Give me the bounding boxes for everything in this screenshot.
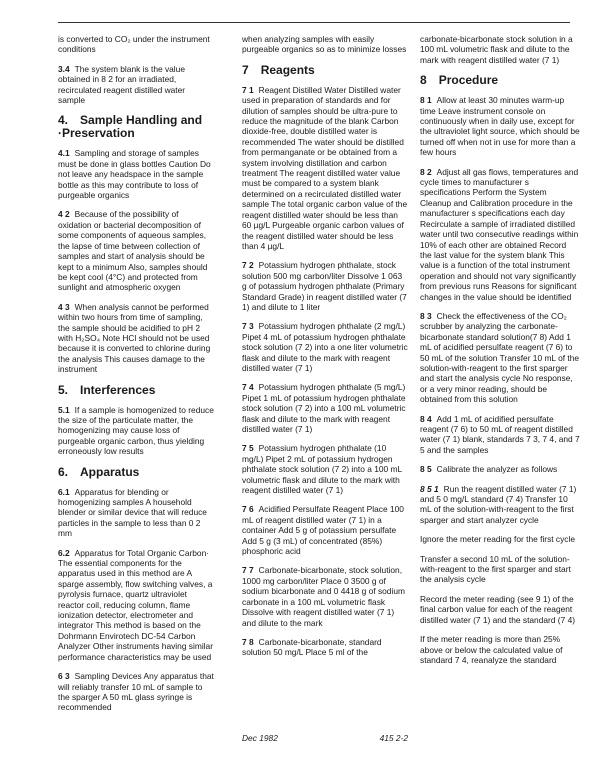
paragraph-text: Potassium hydrogen phthalate (2 mg/L) Pipet 4 mL of potassium hydrogen phthalate stock solution (7 2) into a one liter volumetric flask and dilute to the mark with reagent distilled water (7 1): [242, 321, 408, 373]
paragraph: [58, 548, 214, 662]
paragraph: [242, 34, 408, 55]
paragraph: [242, 260, 408, 312]
paragraph-number: 7 4: [242, 382, 254, 393]
paragraph-text: when analyzing samples with easily purgeable organics so as to minimize losses: [242, 34, 407, 55]
paragraph-number: 8 3: [420, 310, 432, 321]
section-heading: [58, 466, 214, 479]
column-3: [420, 34, 580, 674]
paragraph-text: Acidified Persulfate Reagent Place 100 mL of reagent distilled water (7 1) in a container Add 5 g of potassium persulfate Add 5 g (3 mL) of concentrated (85%) phosphoric acid: [242, 504, 404, 557]
paragraph: [420, 414, 580, 456]
paragraph-text: If a sample is homogenized to reduce the size of the particulate matter, the homogenizing may cause loss of purgeable organic carbon, thus yielding erroneously low results: [58, 404, 214, 457]
section-title: Procedure: [438, 73, 499, 88]
section-number: 5.: [58, 382, 69, 397]
paragraph-text: Adjust all gas flows, temperatures and cycle times to manufacturer s specifications Perform the System Cleanup and Calibration procedure in the manufacturer s specifications each day Recirculate a sample of irradiated distilled water until two consecutive readings within 10% of each other are obtained Record the last value for the system blank This value is a function of the total instrument operation and should not vary significantly from previous runs Reasons for significant changes in the value should be identified: [420, 166, 579, 302]
column-2: [242, 34, 408, 667]
paragraph-number: 4 3: [58, 301, 70, 312]
paragraph-text: Record the meter reading (see 9 1) of the final carbon value for each of the reagent distilled water (7 1) and the standard (7 4): [420, 593, 576, 625]
paragraph-number: 4.1: [58, 148, 70, 159]
footer-date: Dec 1982: [242, 733, 278, 743]
paragraph-number: 5.1: [58, 404, 70, 415]
paragraph: [242, 321, 408, 373]
paragraph-text: Run the reagent distilled water (7 1) and 5 0 mg/L standard (7 4) Transfer 10 mL of the solution-with-reagent to the first sparger and start analyzer cycle: [420, 483, 577, 525]
section-heading: [242, 64, 408, 77]
paragraph-text: Potassium hydrogen phthalate (10 mg/L) Pipet 2 mL of potassium hydrogen phthalate stock solution (7 2) into a 100 mL volumetric flask and dilute to the mark with reagent distilled water (7 1): [242, 443, 402, 496]
paragraph-text: carbonate-bicarbonate stock solution in a 100 mL volumetric flask and dilute to the mark with reagent distilled water (7 1): [420, 34, 573, 65]
paragraph: [242, 382, 408, 434]
paragraph: [58, 64, 214, 106]
paragraph: [58, 671, 214, 713]
section-number: 8: [420, 73, 427, 88]
paragraph: [58, 487, 214, 539]
paragraph: [242, 565, 408, 627]
paragraph: [242, 637, 408, 658]
paragraph-number: 8 1: [420, 95, 432, 106]
paragraph-text: Carbonate-bicarbonate, standard solution 50 mg/L Place 5 ml of the: [242, 636, 382, 658]
section-number: 6.: [58, 464, 69, 479]
paragraph: [420, 594, 580, 625]
paragraph-text: Transfer a second 10 mL of the solution-with-reagent to the first sparger and start the analysis cycle: [420, 553, 571, 585]
paragraph: [420, 534, 580, 544]
column-1: [58, 34, 214, 722]
paragraph-number: 6.1: [58, 486, 70, 497]
paragraph: [242, 85, 408, 252]
paragraph: [58, 405, 214, 457]
paragraph: [420, 167, 580, 302]
paragraph-text: is converted to CO₂ under the instrument conditions: [58, 34, 210, 55]
paragraph: [242, 443, 408, 495]
paragraph-number: 8 4: [420, 413, 432, 424]
paragraph-number: 7 7: [242, 565, 254, 576]
paragraph-number: 7 1: [242, 84, 254, 95]
paragraph-number: 8 5 1: [420, 483, 439, 494]
paragraph-number: 6 3: [58, 671, 70, 682]
paragraph-number: 8 5: [420, 464, 432, 475]
paragraph-text: If the meter reading is more than 25% above or below the calculated value of standard 7 4, reanalyze the standard: [420, 634, 563, 665]
section-heading: [58, 384, 214, 397]
paragraph: [58, 302, 214, 375]
section-title: Interferences: [80, 382, 156, 397]
paragraph-text: Apparatus for Total Organic Carbon· The essential components for the apparatus used in this method are A sparge assembly, flow switching valves, a pyrolysis furnace, quartz ultraviolet reactor coil, reducing column, flame ionization detector, electrometer and integrator This method is based on the Dohrmann Envirotech DC-54 Carbon Analyzer Other instruments having similar performance characteristics may be used: [58, 547, 213, 662]
paragraph-number: 3.4: [58, 63, 70, 74]
paragraph: [242, 504, 408, 556]
paragraph-number: 6.2: [58, 547, 70, 558]
paragraph-text: Ignore the meter reading for the first cycle: [420, 534, 576, 545]
paragraph: [420, 634, 580, 665]
paragraph-text: Allow at least 30 minutes warm-up time Leave instrument console on continuously when in daily use, except for the ultraviolet light source, which should be turned off when not in use for more than a few hours: [420, 95, 580, 158]
section-title: Sample Handling and ·Preservation: [58, 113, 203, 141]
top-rule: [58, 22, 570, 23]
paragraph: [420, 464, 580, 474]
paragraph: [420, 311, 580, 405]
paragraph-text: Apparatus for blending or homogenizing samples A household blender or similar device that will reduce particles in the sample to less than 0 2 mm: [58, 486, 207, 539]
paragraph-text: Because of the possibility of oxidation or bacterial decomposition of some components of aqueous samples, the lapse of time between collection of samples and start of analysis should be kept to a minimum Also, samples should be kept cool (4°C) and protected from sunlight and atmospheric oxygen: [58, 209, 208, 293]
section-title: Apparatus: [80, 464, 140, 479]
section-number: 7: [242, 62, 249, 77]
paragraph-text: Reagent Distilled Water Distilled water used in preparation of standards and for dilution of samples should be ultra-pure to reduce the magnitude of the blank Carbon dioxide-free, double distilled water is recommended The water should be distilled from permanganate or be obtained from a system involving distillation and carbon treatment The reagent distilled water value must be compared to a system blank determined on a recirculated distilled water sample The total organic carbon value of the reagent distilled water should be less than 60 µg/L Purgeable organic carbon values of the reagent distilled water should be less than 4 µg/L: [242, 84, 408, 251]
paragraph-number: 4 2: [58, 209, 70, 220]
section-heading: [420, 74, 580, 87]
section-heading: [58, 114, 214, 140]
paragraph-number: 8 2: [420, 166, 432, 177]
footer-page-number: 415 2-2: [379, 733, 408, 743]
paragraph-text: Calibrate the analyzer as follows: [436, 464, 558, 475]
paragraph-number: 7 6: [242, 504, 254, 515]
paragraph-number: 7 8: [242, 636, 254, 647]
paragraph: [58, 148, 214, 200]
paragraph-text: When analysis cannot be performed within two hours from time of sampling, the sample should be acidified to pH 2 with H₂SO₄ Note HCl should not be used because it is converted to chlorine during the analysis This causes damage to the instrument: [58, 301, 211, 375]
paragraph-text: Check the effectiveness of the CO₂ scrubber by analyzing the carbonate-bicarbonate standard solution(7 8) Add 1 mL of acidified persulfate reagent (7 6) to 50 mL of the solution Transfer 10 mL of the solution-with-reagent to the first sparger and start the analysis cycle No response, or a very minor reading, should be obtained from this solution: [420, 310, 580, 405]
section-title: Reagents: [260, 62, 315, 77]
paragraph-text: Potassium hydrogen phthalate, stock solution 500 mg carbon/liter Dissolve 1 063 g of potassium hydrogen phthalate (Primary Standard Grade) in reagent distilled water (7 1) and dilute to 1 liter: [242, 260, 407, 312]
paragraph: [420, 554, 580, 585]
paragraph: [58, 209, 214, 292]
paragraph-text: Sampling and storage of samples must be done in glass bottles Caution Do not leave any headspace in the sample bottle as this may contribute to loss of purgeable organics: [58, 148, 211, 201]
paragraph-number: 7 2: [242, 260, 254, 271]
paragraph-text: The system blank is the value obtained in 8 2 for an irradiated, recirculated reagent distilled water sample: [58, 63, 186, 106]
paragraph-text: Carbonate-bicarbonate, stock solution, 1000 mg carbon/liter Place 0 3500 g of sodium bicarbonate and 0 4418 g of sodium carbonate in a 100 mL volumetric flask Dissolve with reagent distilled water (7 1) and dilute to the mark: [242, 565, 405, 628]
section-number: 4.: [58, 113, 69, 128]
paragraph: [58, 34, 214, 55]
paragraph-text: Add 1 mL of acidified persulfate reagent (7 6) to 50 mL of reagent distilled water (7 1) blank, standards 7 3, 7 4, and 7 5 and the samples: [420, 413, 580, 455]
paragraph: [420, 95, 580, 157]
paragraph: [420, 484, 580, 526]
paragraph-number: 7 3: [242, 321, 254, 332]
paragraph-text: Potassium hydrogen phthalate (5 mg/L) Pipet 1 mL of potassium hydrogen phthalate stock solution (7 2) into a 100 mL volumetric flask and dilute to the mark with reagent distilled water (7 1): [242, 382, 406, 434]
paragraph-text: Sampling Devices Any apparatus that will reliably transfer 10 mL of sample to the sparger A 50 mL glass syringe is recommended: [58, 671, 214, 713]
paragraph: [420, 34, 580, 65]
paragraph-number: 7 5: [242, 443, 254, 454]
